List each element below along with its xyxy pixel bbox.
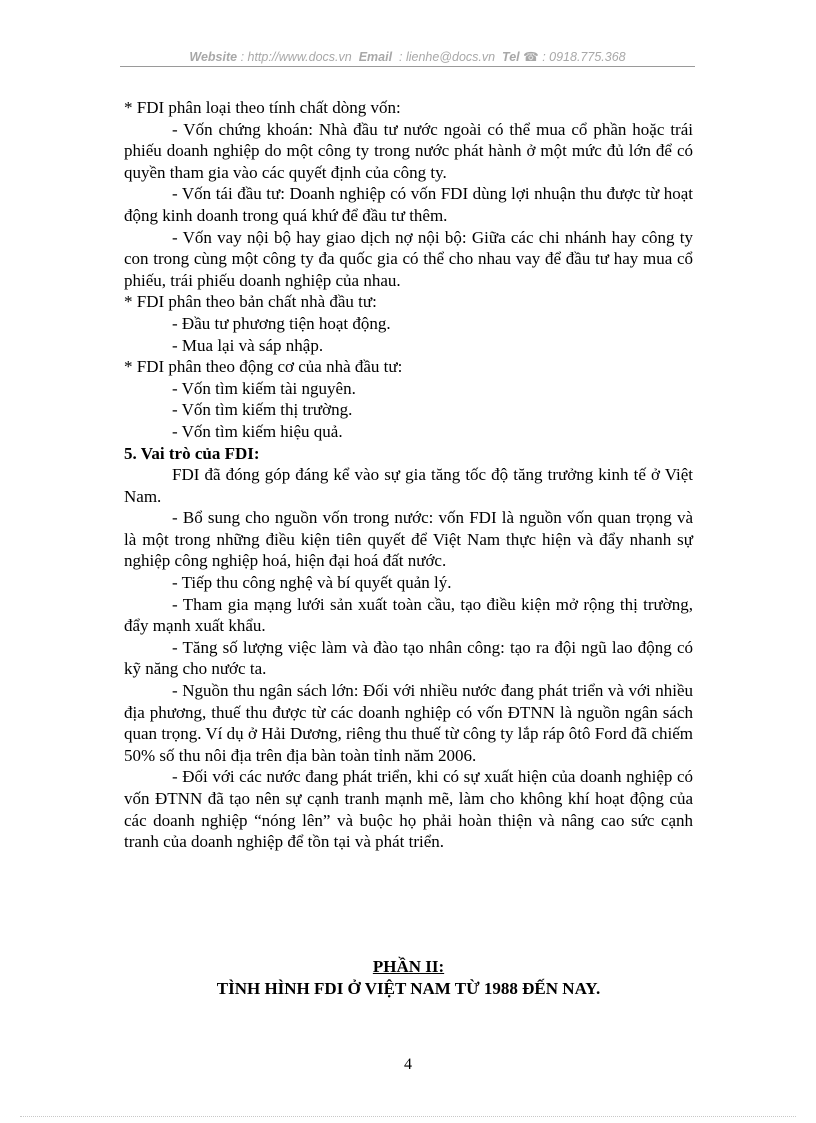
footer-divider: [20, 1116, 796, 1117]
paragraph: * FDI phân theo động cơ của nhà đầu tư:: [124, 357, 403, 377]
paragraph: - Vốn tìm kiếm thị trường.: [172, 400, 353, 420]
paragraph: * FDI phân loại theo tính chất dòng vốn:: [124, 98, 401, 117]
email-value: : lienhe@docs.vn: [399, 50, 496, 64]
page-header: [120, 49, 695, 64]
website-value: : http://www.docs.vn: [240, 50, 352, 64]
paragraph: - Bổ sung cho nguồn vốn trong nước: vốn FDI là nguồn vốn quan trọng và là một trong những điều kiện tiên quyết để Việt Nam thực hiện và đẩy nhanh sự nghiệp công nghiệp hoá, hiện đại hoá đất nước.: [124, 508, 693, 571]
paragraph: - Nguồn thu ngân sách lớn: Đối với nhiều nước đang phát triển và với nhiều địa phương, thuế thu được từ các doanh nghiệp có vốn ĐTNN là nguồn ngân sách quan trọng. Ví dụ ở Hải Dương, riêng thu thuế từ công ty lắp ráp ôtô Ford đã chiếm 50% số thu nôi địa trên địa bàn toàn tỉnh năm 2006.: [124, 681, 693, 765]
paragraph: - Vốn tìm kiếm hiệu quả.: [172, 421, 343, 441]
paragraph: - Mua lại và sáp nhập.: [172, 335, 324, 355]
phone-icon: ☎: [523, 50, 539, 64]
paragraph: * FDI phân theo bản chất nhà đầu tư:: [124, 292, 377, 312]
email-label: Email: [358, 50, 393, 64]
tel-value: : 0918.775.368: [542, 50, 626, 64]
website-label: Website: [189, 50, 238, 64]
part-title: TÌNH HÌNH FDI Ở VIỆT NAM TỪ 1988 ĐẾN NAY.: [216, 979, 601, 998]
paragraph: - Tiếp thu công nghệ và bí quyết quản lý.: [172, 573, 452, 593]
paragraph: - Vốn tái đầu tư: Doanh nghiệp có vốn FDI dùng lợi nhuận thu được từ hoạt động kinh doanh trong quá khứ để đầu tư thêm.: [124, 184, 693, 225]
paragraph: - Đối với các nước đang phát triển, khi có sự xuất hiện của doanh nghiệp có vốn ĐTNN đã tạo nên sự cạnh tranh mạnh mẽ, làm cho không khí hoạt động của các doanh nghiệp “nóng lên” và buộc họ phải hoàn thiện và nâng cao sức cạnh tranh của doanh nghiệp để tồn tại và phát triển.: [124, 767, 693, 852]
paragraph: - Tham gia mạng lưới sản xuất toàn cầu, tạo điều kiện mở rộng thị trường, đẩy mạnh xuất khẩu.: [124, 594, 693, 636]
paragraph: - Vốn tìm kiếm tài nguyên.: [172, 378, 356, 398]
paragraph: FDI đã đóng góp đáng kể vào sự gia tăng tốc độ tăng trưởng kinh tế ở Việt Nam.: [124, 465, 693, 506]
paragraph: 5. Vai trò của FDI:: [124, 443, 260, 463]
page-number: 4: [404, 1056, 412, 1073]
part-heading: [124, 956, 693, 1000]
paragraph: - Vốn chứng khoán: Nhà đầu tư nước ngoài có thể mua cổ phần hoặc trái phiếu doanh nghiệp do một công ty trong nước phát hành ở một mức đủ lớn để có quyền tham gia vào các quyết định của công ty.: [124, 119, 693, 182]
header-divider: [120, 66, 695, 67]
part-label: PHẦN II:: [372, 957, 445, 976]
paragraph: - Vốn vay nội bộ hay giao dịch nợ nội bộ: Giữa các chi nhánh hay công ty con trong cùng một công ty đa quốc gia có thể cho nhau vay để đầu tư hay mua cổ phiếu, trái phiếu doanh nghiệp của nhau.: [124, 227, 693, 290]
paragraph: - Đầu tư phương tiện hoạt động.: [172, 313, 391, 333]
tel-label: Tel: [502, 50, 520, 64]
paragraph: - Tăng số lượng việc làm và đào tạo nhân công: tạo ra đội ngũ lao động có kỹ năng cho nước ta.: [124, 637, 693, 679]
document-body: [124, 97, 693, 853]
